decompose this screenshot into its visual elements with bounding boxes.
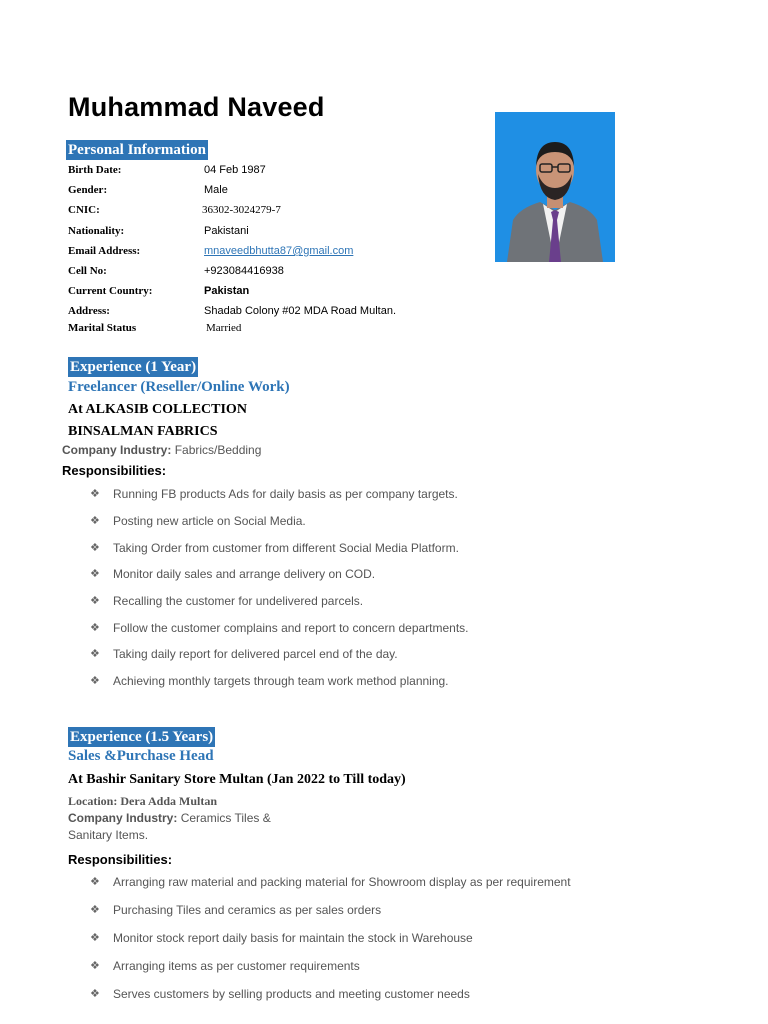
info-label: Current Country:	[68, 285, 153, 297]
list-item-text: Monitor daily sales and arrange delivery on COD.	[113, 567, 376, 581]
experience-2-responsibilities-heading: Responsibilities:	[68, 852, 173, 867]
experience-1-title: Freelancer (Reseller/Online Work)	[68, 379, 290, 395]
experience-1-company-1: At ALKASIB COLLECTION	[68, 402, 247, 417]
list-item-text: Taking Order from customer from different Social Media Platform.	[113, 541, 459, 555]
list-item	[90, 567, 469, 594]
info-value: Shadab Colony #02 MDA Road Multan.	[204, 305, 397, 317]
info-label: Address:	[68, 305, 110, 317]
list-item-text: Arranging items as per customer requirements	[113, 959, 360, 973]
diamond-bullet-icon: ❖	[90, 542, 100, 554]
profile-photo	[495, 112, 615, 262]
diamond-bullet-icon: ❖	[90, 515, 100, 527]
list-item	[90, 487, 469, 514]
list-item-text: Posting new article on Social Media.	[113, 514, 306, 528]
info-value: 04 Feb 1987	[204, 164, 266, 176]
diamond-bullet-icon: ❖	[90, 988, 100, 1000]
info-label: Cell No:	[68, 265, 107, 277]
info-label: Email Address:	[68, 245, 141, 257]
list-item-text: Follow the customer complains and report to concern departments.	[113, 621, 469, 635]
diamond-bullet-icon: ❖	[90, 622, 100, 634]
list-item	[90, 674, 469, 701]
experience-1-heading-label: Experience (1 Year)	[70, 359, 197, 375]
info-value: Pakistan	[204, 285, 250, 297]
list-item-text: Arranging raw material and packing material for Showroom display as per requirement	[113, 875, 571, 889]
info-value: Male	[204, 184, 228, 196]
list-item-text: Running FB products Ads for daily basis as per company targets.	[113, 487, 458, 501]
email-link[interactable]: mnaveedbhutta87@gmail.com	[204, 245, 354, 257]
list-item	[90, 903, 571, 931]
list-item	[90, 987, 571, 1015]
info-value: Pakistani	[204, 225, 249, 237]
experience-1-industry	[62, 443, 261, 457]
diamond-bullet-icon: ❖	[90, 568, 100, 580]
list-item-text: Recalling the customer for undelivered parcels.	[113, 594, 364, 608]
info-label: Gender:	[68, 184, 108, 196]
list-item-text: Taking daily report for delivered parcel end of the day.	[113, 647, 398, 661]
diamond-bullet-icon: ❖	[90, 675, 100, 687]
diamond-bullet-icon: ❖	[90, 960, 100, 972]
diamond-bullet-icon: ❖	[90, 876, 100, 888]
industry-label: Company Industry:	[68, 811, 178, 825]
personal-info-heading	[66, 140, 208, 160]
industry-label: Company Industry:	[62, 443, 172, 457]
list-item	[90, 541, 469, 567]
list-item-text: Serves customers by selling products and meeting customer needs	[113, 987, 470, 1001]
personal-info-heading-label: Personal Information	[68, 142, 206, 158]
diamond-bullet-icon: ❖	[90, 488, 100, 500]
experience-2-company: At Bashir Sanitary Store Multan (Jan 2022 to Till today)	[68, 772, 406, 787]
info-label: Birth Date:	[68, 164, 122, 176]
experience-1-responsibilities-heading: Responsibilities:	[62, 463, 167, 478]
diamond-bullet-icon: ❖	[90, 932, 100, 944]
experience-2-heading	[68, 727, 215, 747]
info-label: Marital Status	[68, 322, 137, 334]
experience-1-company-2: BINSALMAN FABRICS	[68, 424, 218, 439]
list-item	[90, 647, 469, 674]
info-value: +923084416938	[204, 265, 284, 277]
info-label: Nationality:	[68, 225, 125, 237]
profile-photo-illustration	[495, 112, 615, 262]
list-item	[90, 514, 469, 541]
info-label: CNIC:	[68, 204, 100, 216]
list-item	[90, 931, 571, 959]
experience-2-title: Sales &Purchase Head	[68, 748, 214, 764]
info-value: Married	[206, 322, 242, 334]
list-item-text: Purchasing Tiles and ceramics as per sales orders	[113, 903, 382, 917]
experience-2-industry-continued: Sanitary Items.	[68, 828, 149, 842]
experience-2-industry	[68, 811, 271, 825]
experience-2-heading-label: Experience (1.5 Years)	[70, 729, 214, 745]
diamond-bullet-icon: ❖	[90, 904, 100, 916]
industry-value: Ceramics Tiles &	[180, 811, 271, 825]
list-item	[90, 959, 571, 987]
industry-value: Fabrics/Bedding	[174, 443, 262, 457]
info-value: 36302-3024279-7	[202, 204, 281, 216]
experience-2-responsibilities-list	[90, 875, 571, 1015]
list-item	[90, 875, 571, 903]
experience-1-responsibilities-list	[90, 487, 469, 701]
list-item	[90, 594, 469, 621]
experience-2-location: Location: Dera Adda Multan	[68, 794, 218, 808]
list-item	[90, 621, 469, 647]
diamond-bullet-icon: ❖	[90, 648, 100, 660]
candidate-name: Muhammad Naveed	[68, 92, 325, 122]
list-item-text: Achieving monthly targets through team work method planning.	[113, 674, 449, 688]
diamond-bullet-icon: ❖	[90, 595, 100, 607]
list-item-text: Monitor stock report daily basis for maintain the stock in Warehouse	[113, 931, 473, 945]
experience-1-heading	[68, 357, 198, 377]
